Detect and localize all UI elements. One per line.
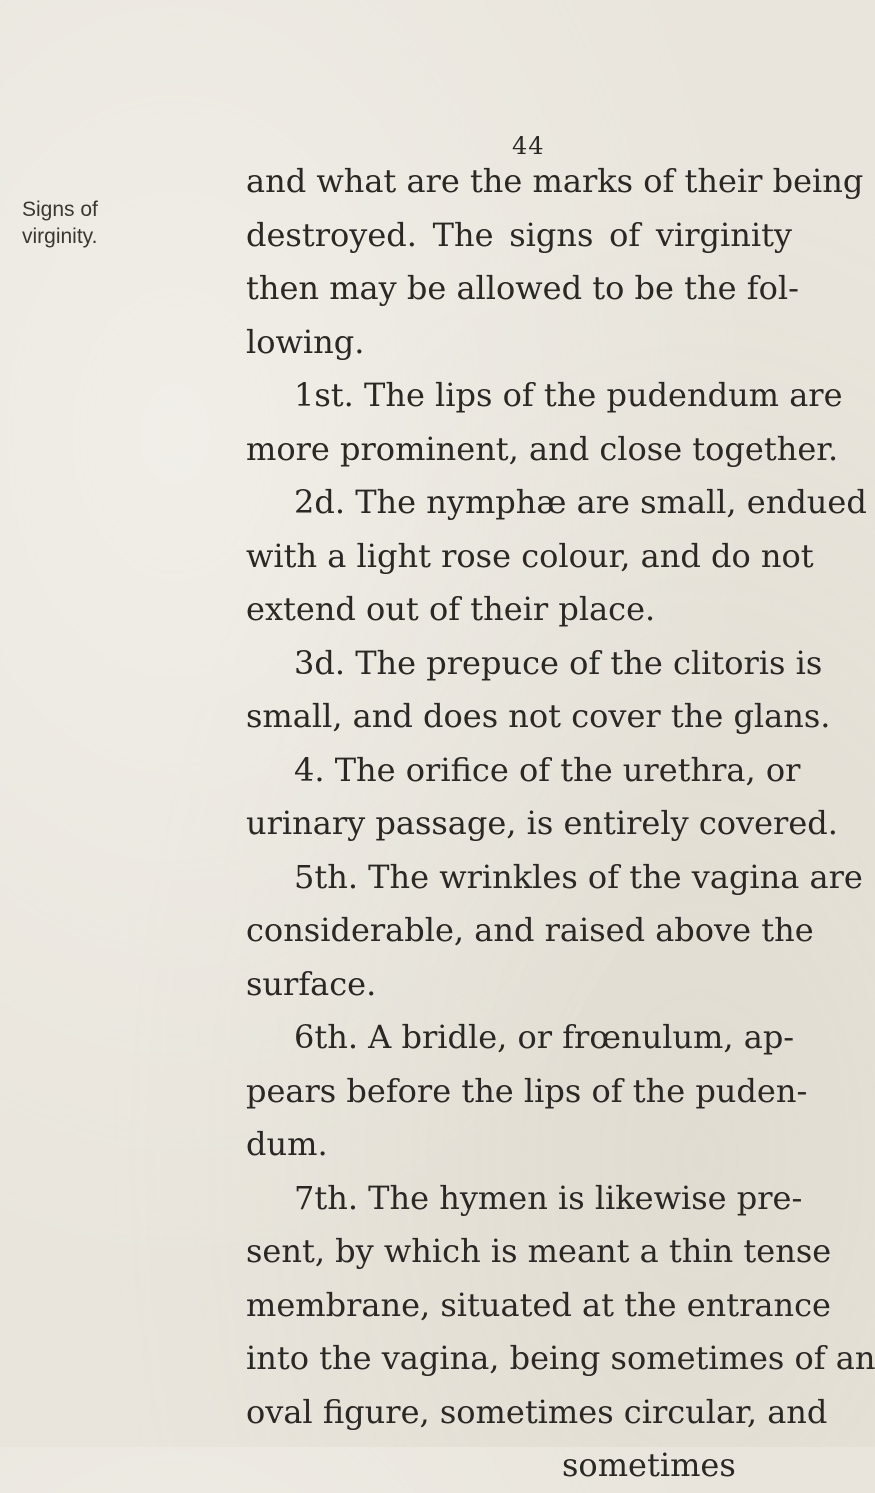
body-text [246,155,875,1493]
text-line: destroyed. The signs of virginity [246,215,792,254]
catchword: sometimes [562,1446,736,1484]
page-number: 44 [512,132,545,160]
text-line: 5th. The wrinkles of the vagina are [294,857,863,896]
margin-note-line: virginity. [22,225,98,248]
text-line: and what are the marks of their being [246,162,864,200]
text-line: urinary passage, is entirely covered. [246,804,838,842]
text-line: then may be allowed to be the fol- [246,269,799,307]
text-line: extend out of their place. [246,590,656,628]
text-line: lowing. [246,322,365,361]
text-line: 7th. The hymen is likewise pre- [294,1178,803,1217]
text-line: membrane, situated at the entrance [246,1285,831,1324]
text-line: with a light rose colour, and do not [246,536,814,575]
text-line: 6th. A bridle, or frœnulum, ap- [294,1018,795,1056]
text-line: pears before the lips of the puden- [246,1071,808,1110]
text-line: oval figure, sometimes circular, and [246,1392,828,1431]
text-line: 1st. The lips of the pudendum are [294,376,843,414]
text-line: small, and does not cover the glans. [246,697,831,735]
text-line: considerable, and raised above the [246,911,814,949]
text-line: sent, by which is meant a thin tense [246,1232,832,1270]
text-line: 2d. The nymphæ are small, endued [294,483,867,521]
margin-note [22,196,152,250]
text-line: dum. [246,1125,328,1163]
text-line: 4. The orifice of the urethra, or [294,750,801,789]
margin-note-line: Signs of [22,198,98,221]
text-line: 3d. The prepuce of the clitoris is [294,643,823,682]
text-line: into the vagina, being sometimes of an [246,1339,875,1377]
text-line: surface. [246,964,377,1003]
text-line: more prominent, and close together. [246,429,839,468]
